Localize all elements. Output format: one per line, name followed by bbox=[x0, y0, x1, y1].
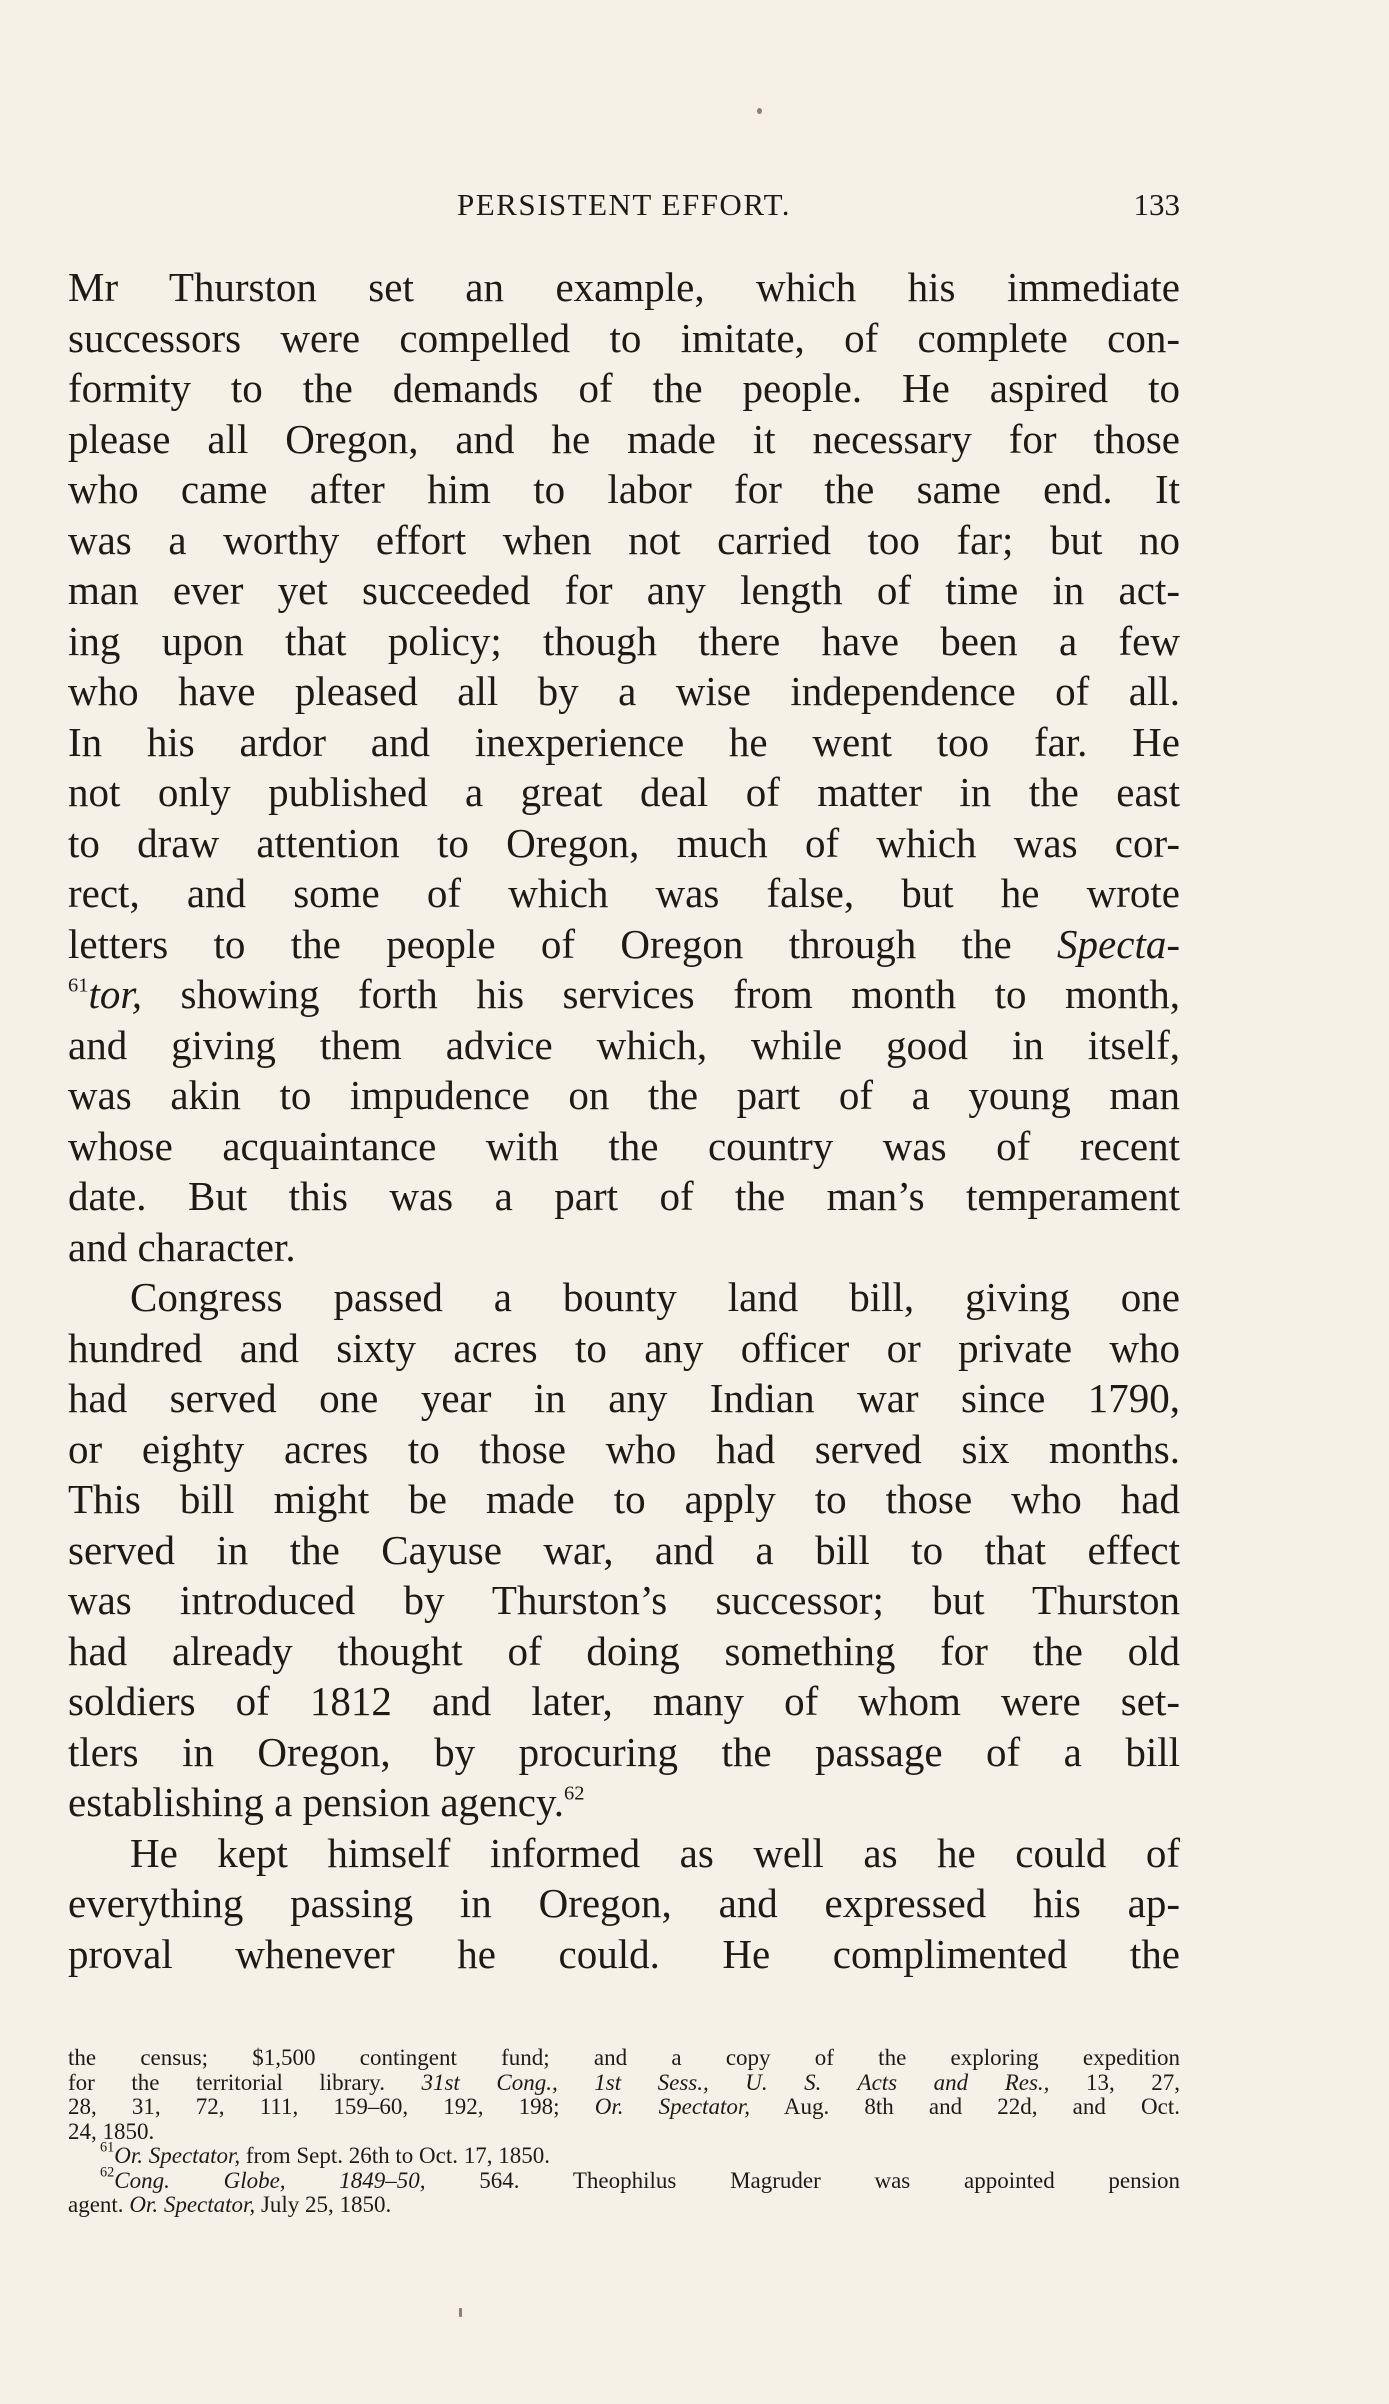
body-line bbox=[68, 1727, 1180, 1778]
footnote-marker: 61 bbox=[100, 2139, 115, 2156]
footnote-line bbox=[68, 2071, 1180, 2096]
text-run: He kept himself informed as well as he could of bbox=[130, 1829, 1180, 1876]
body-text bbox=[68, 262, 1180, 1979]
body-line bbox=[68, 1272, 1180, 1323]
body-line bbox=[68, 1020, 1180, 1071]
body-line bbox=[68, 1575, 1180, 1626]
footnote-line bbox=[68, 2120, 1180, 2145]
text-run: was a worthy effort when not carried too far; but no bbox=[68, 516, 1180, 563]
footnote-line bbox=[68, 2139, 1180, 2169]
text-run: to draw attention to Oregon, much of which was cor- bbox=[68, 819, 1180, 866]
text-run: please all Oregon, and he made it necessary for those bbox=[68, 415, 1180, 462]
footnote-line bbox=[68, 2046, 1180, 2071]
text-run: whose acquaintance with the country was of recent bbox=[68, 1122, 1180, 1169]
text-run: agent. bbox=[68, 2192, 130, 2217]
print-speck bbox=[459, 2308, 462, 2317]
body-line bbox=[68, 414, 1180, 465]
footnote-line bbox=[68, 2193, 1180, 2218]
text-run: or eighty acres to those who had served six months. bbox=[68, 1425, 1180, 1472]
footnote-line bbox=[68, 2164, 1180, 2194]
text-run: July 25, 1850. bbox=[255, 2192, 392, 2217]
page-number: 133 bbox=[1133, 187, 1180, 222]
text-run: date. But this was a part of the man’s temperament bbox=[68, 1173, 1180, 1219]
body-line bbox=[68, 464, 1180, 515]
body-line bbox=[68, 666, 1180, 717]
body-line bbox=[68, 565, 1180, 616]
text-run: tlers in Oregon, by procuring the passage of a bill bbox=[68, 1728, 1180, 1775]
text-run: and character. bbox=[68, 1223, 296, 1270]
text-run: everything passing in Oregon, and expressed his ap- bbox=[68, 1880, 1180, 1926]
text-run: establishing a pension agency. bbox=[68, 1779, 565, 1825]
body-line bbox=[68, 1878, 1180, 1929]
text-run: Aug. 8th and 22d, and Oct. bbox=[750, 2094, 1180, 2119]
footnote-marker: 62 bbox=[100, 2164, 115, 2181]
footnote-ref: 62 bbox=[564, 1782, 585, 1805]
running-title: PERSISTENT EFFORT. bbox=[456, 187, 792, 222]
italic-run: Or. Spectator, bbox=[114, 2143, 241, 2168]
body-line bbox=[68, 1323, 1180, 1374]
italic-run: Or. Spectator, bbox=[594, 2094, 750, 2119]
text-run: proval whenever he could. He complimented the bbox=[68, 1930, 1180, 1977]
italic-run: 31st Cong., 1st Sess., U. S. Acts and Res., bbox=[421, 2069, 1050, 2095]
running-head bbox=[68, 182, 1180, 228]
text-run: was akin to impudence on the part of a young man bbox=[68, 1072, 1180, 1118]
body-line bbox=[68, 313, 1180, 364]
text-run: man ever yet succeeded for any length of time in act- bbox=[68, 567, 1180, 613]
italic-run: tor, bbox=[88, 971, 143, 1017]
body-line bbox=[68, 262, 1180, 313]
text-run: rect, and some of which was false, but he wrote bbox=[68, 870, 1180, 916]
body-line bbox=[68, 1676, 1180, 1727]
body-line bbox=[68, 1828, 1180, 1879]
text-run: 13, 27, bbox=[1049, 2069, 1180, 2095]
body-line bbox=[68, 969, 1180, 1020]
text-run: 24, 1850. bbox=[68, 2118, 155, 2144]
body-line bbox=[68, 1474, 1180, 1525]
text-run: successors were compelled to imitate, of complete con- bbox=[68, 314, 1180, 361]
print-speck bbox=[757, 108, 762, 114]
footnote-marker: 61 bbox=[68, 974, 89, 997]
text-run: had served one year in any Indian war since 1790, bbox=[68, 1375, 1180, 1421]
text-run: was introduced by Thurston’s successor; but Thurston bbox=[68, 1577, 1180, 1623]
italic-run: Or. Spectator, bbox=[129, 2192, 256, 2217]
body-line bbox=[68, 1777, 1180, 1828]
body-line bbox=[68, 1121, 1180, 1172]
text-run: This bill might be made to apply to those who had bbox=[68, 1476, 1180, 1522]
body-line bbox=[68, 1929, 1180, 1980]
body-line bbox=[68, 1525, 1180, 1576]
text-run: who came after him to labor for the same end. It bbox=[68, 466, 1180, 512]
text-run: and giving them advice which, while good in itself, bbox=[68, 1021, 1180, 1068]
text-run: formity to the demands of the people. He aspired to bbox=[68, 365, 1180, 411]
text-run: 564. Theophilus Magruder was appointed pension bbox=[425, 2167, 1180, 2193]
italic-run: Cong. Globe, 1849–50, bbox=[114, 2167, 426, 2193]
text-run: ing upon that policy; though there have been a few bbox=[68, 617, 1180, 664]
body-line bbox=[68, 1626, 1180, 1677]
text-run: hundred and sixty acres to any officer or private who bbox=[68, 1324, 1180, 1371]
footnotes bbox=[68, 2046, 1180, 2218]
body-line bbox=[68, 818, 1180, 869]
body-line bbox=[68, 868, 1180, 919]
body-line bbox=[68, 363, 1180, 414]
text-run: not only published a great deal of matter in the east bbox=[68, 769, 1180, 815]
text-run: Congress passed a bounty land bill, giving one bbox=[130, 1274, 1180, 1320]
text-run: letters to the people of Oregon through the bbox=[68, 920, 1058, 967]
text-run: showing forth his services from month to month, bbox=[142, 971, 1180, 1017]
body-line bbox=[68, 919, 1180, 970]
body-line bbox=[68, 515, 1180, 566]
body-line bbox=[68, 616, 1180, 667]
footnote-line bbox=[68, 2095, 1180, 2120]
text-run: from Sept. 26th to Oct. 17, 1850. bbox=[240, 2143, 550, 2168]
body-line bbox=[68, 1171, 1180, 1222]
italic-run: Specta- bbox=[1057, 920, 1180, 967]
body-line bbox=[68, 1070, 1180, 1121]
text-run: In his ardor and inexperience he went too far. He bbox=[68, 718, 1180, 765]
text-run: Mr Thurston set an example, which his immediate bbox=[68, 264, 1180, 310]
body-line bbox=[68, 1373, 1180, 1424]
text-run: who have pleased all by a wise independence of all. bbox=[68, 668, 1180, 714]
body-line bbox=[68, 717, 1180, 768]
body-line bbox=[68, 1222, 1180, 1273]
text-run: soldiers of 1812 and later, many of whom were set- bbox=[68, 1678, 1180, 1724]
text-run: 28, 31, 72, 111, 159–60, 192, 198; bbox=[68, 2094, 595, 2119]
body-line bbox=[68, 767, 1180, 818]
text-run: had already thought of doing something for the old bbox=[68, 1627, 1180, 1674]
text-run: served in the Cayuse war, and a bill to that effect bbox=[68, 1526, 1180, 1573]
text-run: for the territorial library. bbox=[68, 2069, 422, 2095]
body-line bbox=[68, 1424, 1180, 1475]
text-run: the census; $1,500 contingent fund; and a copy of the exploring expedition bbox=[68, 2045, 1180, 2070]
